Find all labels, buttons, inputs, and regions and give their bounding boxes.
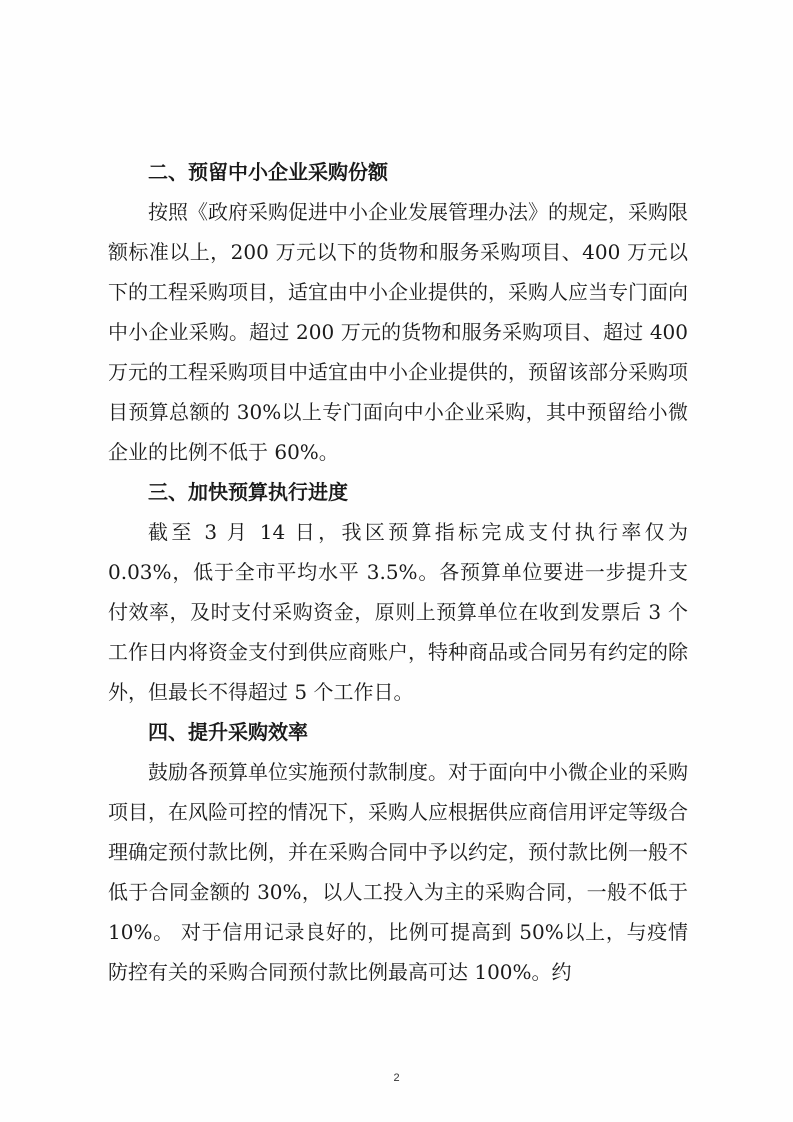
document-body [108,152,688,992]
section-heading-2: 二、预留中小企业采购份额 [148,160,388,184]
section-paragraph-2: 按照《政府采购促进中小企业发展管理办法》的规定，采购限额标准以上，200 万元以下的货物和服务采购项目、400 万元以下的工程采购项目，适宜由中小企业提供的，采购人应当专门面向中小企业采购。超过 200 万元的货物和服务采购项目、超过 400 万元的工程采购项目中适宜由中小企业提供的，预留该部分采购项目预算总额的 30%以上专门面向中小企业采购，其中预留给小微企业的比例不低于 60%。 [108,200,688,464]
section-paragraph-4: 鼓励各预算单位实施预付款制度。对于面向中小微企业的采购项目，在风险可控的情况下，采购人应根据供应商信用评定等级合理确定预付款比例，并在采购合同中予以约定，预付款比例一般不低于合同金额的 30%，以人工投入为主的采购合同，一般不低于 10%。 对于信用记录良好的，比例可提高到 50%以上，与疫情防控有关的采购合同预付款比例最高可达 100%。约 [108,760,688,984]
section-paragraph-3: 截至 3 月 14 日，我区预算指标完成支付执行率仅为 0.03%，低于全市平均水平 3.5%。各预算单位要进一步提升支付效率，及时支付采购资金，原则上预算单位在收到发票后 3 个工作日内将资金支付到供应商账户，特种商品或合同另有约定的除外，但最长不得超过 5 个工作日。 [108,520,688,704]
page-number: 2 [393,1072,400,1084]
section-heading-3: 三、加快预算执行进度 [148,480,348,504]
section-heading-4: 四、提升采购效率 [148,720,308,744]
